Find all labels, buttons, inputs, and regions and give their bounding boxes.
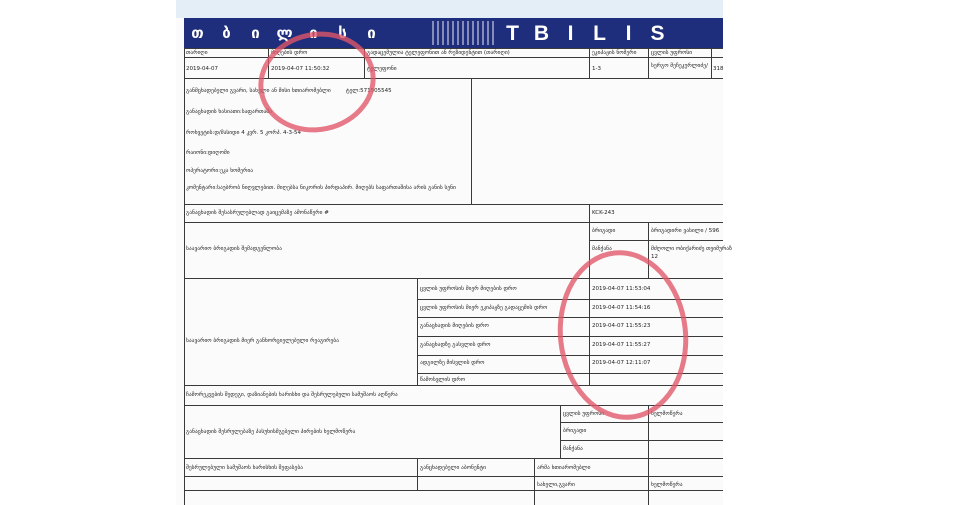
cut-off-value: 318 xyxy=(713,66,724,72)
ambulance-number-header: ეკიპაჟის ნომერი xyxy=(592,50,637,56)
shift-chief-header: ცვლის უფროსი xyxy=(651,50,693,56)
table-rule xyxy=(560,405,561,458)
signatures-label: განაცხადის შესრულებაზე პასუხისმგებელი პირების ხელმოწერა xyxy=(186,429,356,435)
date-value: 2019-04-07 xyxy=(186,66,218,72)
table-rule xyxy=(648,48,649,78)
header-letter: I xyxy=(567,22,582,45)
table-rule xyxy=(534,458,535,505)
signature-label: ხელმოწერა xyxy=(651,411,683,417)
table-rule xyxy=(560,440,723,441)
table-rule xyxy=(417,458,418,490)
time-row-value: 2019-04-07 12:11:07 xyxy=(592,360,651,366)
header-letter: I xyxy=(625,22,640,45)
table-rule xyxy=(711,48,712,78)
caller-phone: ტელ:571505545 xyxy=(346,88,392,94)
brigade-sign-label: ბრიგადი xyxy=(563,428,587,434)
document-header-banner xyxy=(184,18,723,48)
applicant-label: განცხადებელი აბონენტი xyxy=(420,465,486,471)
time-row-value: 2019-04-07 11:54:16 xyxy=(592,305,651,311)
caller-name-label: განმცხადებელი გვარი, სახელი ან მისი ხთიარომებლი xyxy=(186,88,331,94)
table-rule xyxy=(184,458,723,459)
operator: ოპერატორი:ეკა ხომერია xyxy=(186,168,254,174)
request-nature: განაცხადის ხასიათი:საფართაშა xyxy=(186,109,272,115)
table-rule xyxy=(184,490,723,491)
quality-assessment-label: შესრულებული სამუშაოს ხარისხის შეფასება xyxy=(186,465,303,471)
entry-time-header: მიღების დრო xyxy=(271,50,308,56)
header-letter: B xyxy=(533,22,558,45)
header-letter: S xyxy=(650,22,673,45)
time-row-label: ცვლის უფროსის მიერ ეკიპაჟზე გადაცემის დრო xyxy=(420,305,548,311)
header-letter: ი xyxy=(251,24,262,42)
district: რაიონი:დიღომი xyxy=(186,150,230,156)
header-letter: T xyxy=(506,22,527,45)
protocol-number: KCK-243 xyxy=(592,210,615,216)
date-header: თარიღი xyxy=(186,50,208,56)
full-name-label: სახელი,გვარი xyxy=(537,482,575,488)
time-row-label: განაცხადის მიღების დრო xyxy=(420,323,489,329)
table-rule xyxy=(184,48,723,49)
brigade-label: ბრიგადი xyxy=(592,228,616,234)
comment: კომენტარი:საუბრობ ნიღვლებით. მიღებსა ნიკორის პირდაპირ. მიღებს საფართაშისა არის განის სენი xyxy=(186,185,456,191)
browser-strip xyxy=(176,0,723,18)
time-row-label: ადგილზე მისვლის დრო xyxy=(420,360,485,366)
brigadier-value: ბრიგადირი ვასილი / 596 xyxy=(651,228,720,234)
header-latin-title xyxy=(502,20,676,48)
logo-stripes-icon xyxy=(432,21,494,45)
time-row-label: წამოსვლის დრო xyxy=(420,377,466,383)
time-row-value: 2019-04-07 11:55:23 xyxy=(592,323,651,329)
work-description-label: ჩამორეკვების შედეგი, დაზიანების ხარისხი და შესრულებული სამუშაოს აღწერა xyxy=(186,392,398,398)
header-letter: თ xyxy=(191,24,206,42)
brigade-composition-label: საავარიო ბრიგადის შემადგენლობა xyxy=(186,246,282,252)
table-rule xyxy=(417,278,418,385)
shift-chief-sign-label: ცვლის უფროსი xyxy=(563,411,605,417)
table-rule xyxy=(589,48,590,78)
bottom-signature-label: ხელმოწერა xyxy=(651,482,683,488)
request-type-header: გადაცემულია ტელეფონით ან რეზიდენტით (თარიღი) xyxy=(367,50,510,56)
caller-address: როხვეტის:დ/მასიდი 4 კვრ. 5 კორპ. 4-3-54 xyxy=(186,130,301,136)
header-letter: ი xyxy=(309,24,320,42)
shift-chief-value: სერგო მეჩეკურლიძე/ xyxy=(651,63,708,69)
protocol-label: განაცხადის შესასრულებლად გაიცემაზე ამონაწერი # xyxy=(186,210,329,216)
table-rule xyxy=(184,57,723,58)
table-rule xyxy=(184,222,723,223)
request-type-value: ტელეფონი xyxy=(367,66,397,72)
header-letter: ს xyxy=(338,24,349,42)
table-rule xyxy=(471,78,472,204)
table-rule xyxy=(184,476,723,477)
document-page xyxy=(176,0,732,505)
response-group-label: საავარიო ბრიგადის მიერ განხორციელებული რეაგირება xyxy=(186,338,339,344)
representative-label: არმა ხთიარომებლი xyxy=(537,465,591,471)
time-row-label: ცვლის უფროსის მიერ მიღების დრო xyxy=(420,286,517,292)
driver-number: 12 xyxy=(651,254,658,260)
table-rule xyxy=(648,458,649,505)
vehicle-label: მანქანა xyxy=(592,246,612,252)
table-rule xyxy=(184,204,723,205)
entry-time-value: 2019-04-07 11:50:32 xyxy=(271,66,330,72)
table-rule xyxy=(184,48,185,505)
time-row-value: 2019-04-07 11:55:27 xyxy=(592,342,651,348)
time-row-value: 2019-04-07 11:53:04 xyxy=(592,286,651,292)
table-rule xyxy=(589,240,723,241)
time-row-label: განაცხადზე გასვლის დრო xyxy=(420,342,491,348)
table-rule xyxy=(560,422,723,423)
ambulance-number-value: 1-3 xyxy=(592,66,601,72)
header-letter: L xyxy=(593,22,614,45)
header-letter: ბ xyxy=(222,24,233,42)
header-letter: ი xyxy=(367,24,378,42)
driver-value: მძღოლი ობიქარიძე თეიმურაზ xyxy=(651,246,732,252)
header-letter: ლ xyxy=(276,24,295,42)
vehicle-sign-label: მანქანა xyxy=(563,446,583,452)
